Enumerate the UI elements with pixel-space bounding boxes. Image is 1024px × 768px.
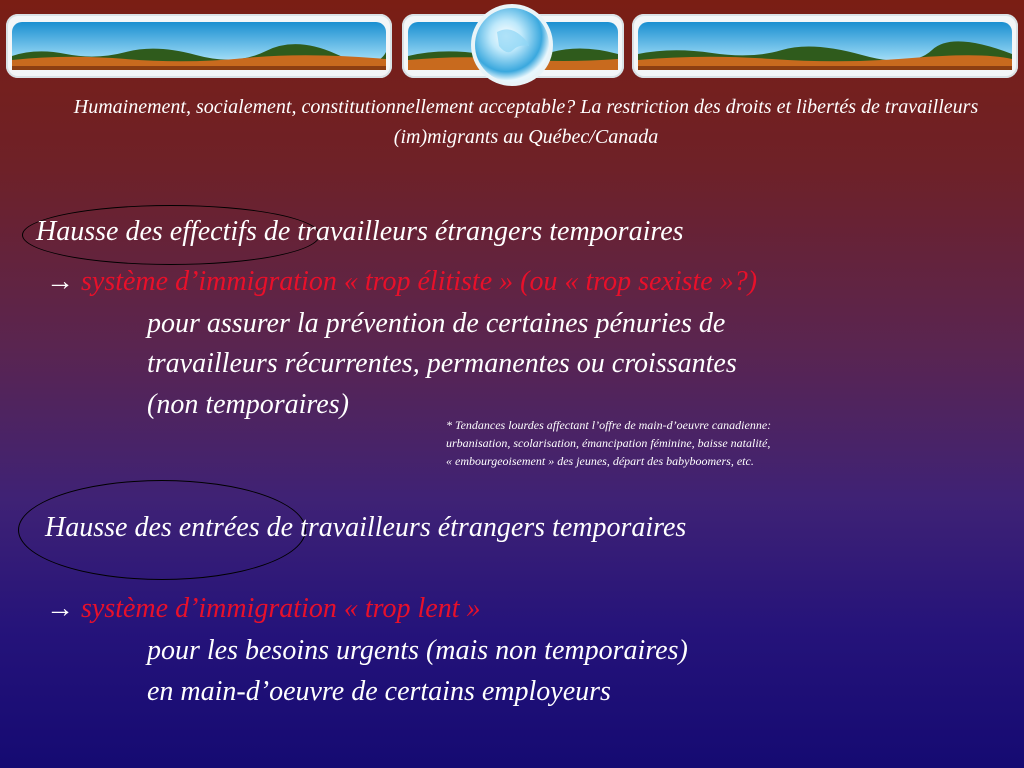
section2-consequence <box>46 592 480 626</box>
section1-line: (non temporaires) <box>147 389 349 420</box>
footnote-line: « embourgeoisement » des jeunes, départ des babyboomers, etc. <box>446 454 754 468</box>
section1-line: pour assurer la prévention de certaines pénuries de <box>147 308 726 339</box>
landscape-banner-icon <box>6 14 392 78</box>
section2-line: pour les besoins urgents (mais non temporaires) <box>147 635 688 666</box>
section1-consequence <box>46 265 757 299</box>
section2-heading: Hausse des entrées de travailleurs étrangers temporaires <box>45 512 687 543</box>
footnote-line: * Tendances lourdes affectant l’offre de main-d’oeuvre canadienne: <box>446 418 772 432</box>
section1-heading: Hausse des effectifs de travailleurs étrangers temporaires <box>36 216 684 247</box>
footnote <box>446 416 866 470</box>
section1-line: travailleurs récurrentes, permanentes ou croissantes <box>147 348 737 379</box>
footnote-line: urbanisation, scolarisation, émancipation féminine, baisse natalité, <box>446 436 771 450</box>
arrow-right-icon: → <box>46 593 74 624</box>
arrow-right-icon: → <box>46 266 74 297</box>
section2-highlight: système d’immigration « trop lent » <box>81 593 481 624</box>
slide-title: Humainement, socialement, constitutionnellement acceptable? La restriction des droits et libertés de travailleurs (im)migrants au Québec/Canada <box>73 96 979 148</box>
landscape-banner-icon <box>632 14 1018 78</box>
header-banner-right <box>632 14 1018 78</box>
section1-highlight: système d’immigration « trop élitiste » (ou « trop sexiste »?) <box>81 266 758 297</box>
globe-icon <box>469 2 555 88</box>
section2-line: en main-d’oeuvre de certains employeurs <box>147 676 611 707</box>
header-banner-left <box>6 14 392 78</box>
